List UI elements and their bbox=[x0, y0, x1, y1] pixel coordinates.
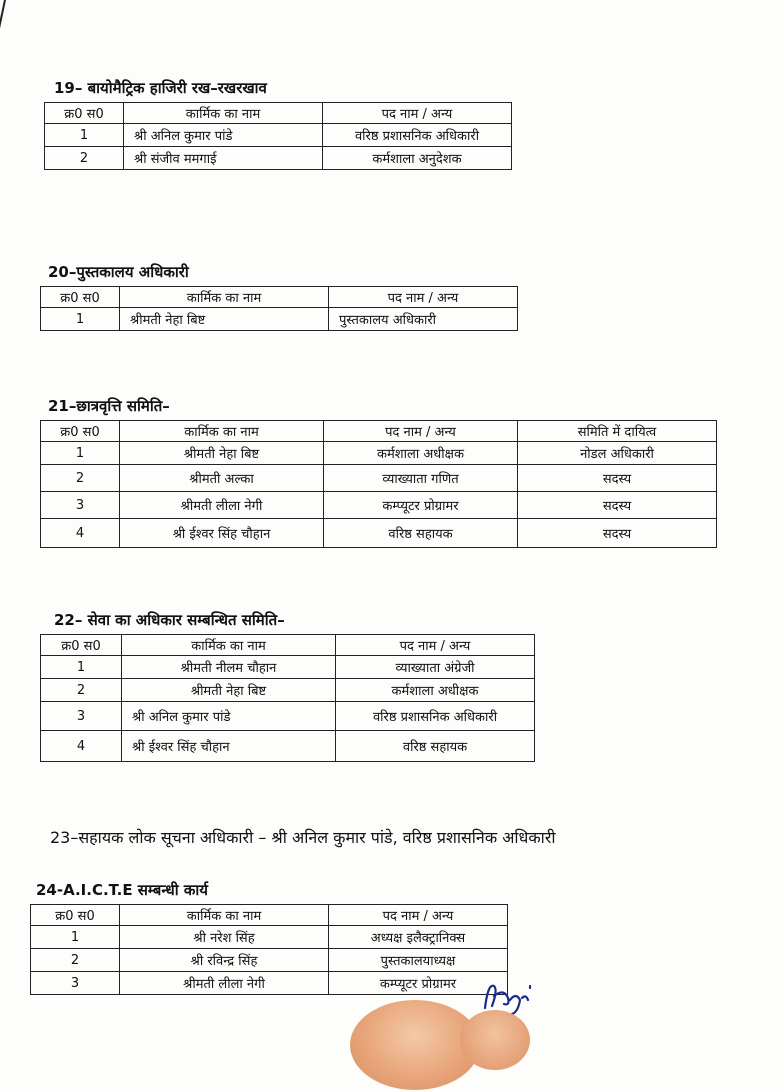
cell: श्री अनिल कुमार पांडे bbox=[122, 702, 336, 731]
col-header: क्र0 स0 bbox=[41, 287, 120, 308]
staff-table bbox=[44, 102, 512, 170]
col-header: पद नाम / अन्य bbox=[323, 103, 512, 124]
section-title: 24-A.I.C.T.E सम्बन्धी कार्य bbox=[36, 881, 208, 899]
cell: श्रीमती नेहा बिष्ट bbox=[122, 679, 336, 702]
cell: 2 bbox=[45, 147, 124, 170]
col-header: क्र0 स0 bbox=[45, 103, 124, 124]
section-title: 19– बायोमैट्रिक हाजिरी रख–रखरखाव bbox=[54, 79, 267, 97]
col-header: कार्मिक का नाम bbox=[120, 905, 329, 926]
cell: श्री अनिल कुमार पांडे bbox=[124, 124, 323, 147]
cell: श्रीमती नेहा बिष्ट bbox=[120, 308, 329, 331]
col-header: कार्मिक का नाम bbox=[120, 421, 324, 442]
table-row bbox=[41, 731, 535, 762]
cell: 4 bbox=[41, 731, 122, 762]
cell: 2 bbox=[31, 949, 120, 972]
staff-table bbox=[40, 286, 518, 331]
cell: वरिष्ठ प्रशासनिक अधिकारी bbox=[336, 702, 535, 731]
cell: अध्यक्ष इलैक्ट्रानिक्स bbox=[329, 926, 508, 949]
col-header: पद नाम / अन्य bbox=[329, 287, 518, 308]
cell: कम्प्यूटर प्रोग्रामर bbox=[324, 492, 518, 519]
cell: श्री रविन्द्र सिंह bbox=[120, 949, 329, 972]
cell: 4 bbox=[41, 519, 120, 548]
cell: श्री ईश्वर सिंह चौहान bbox=[120, 519, 324, 548]
section-title: 21–छात्रवृत्ति समिति– bbox=[48, 397, 170, 415]
table-header-row bbox=[41, 287, 518, 308]
cell: कम्प्यूटर प्रोग्रामर bbox=[329, 972, 508, 995]
section-title: 22– सेवा का अधिकार सम्बन्धित समिति– bbox=[54, 611, 285, 629]
cell: 2 bbox=[41, 679, 122, 702]
cell: 3 bbox=[41, 492, 120, 519]
col-header: पद नाम / अन्य bbox=[336, 635, 535, 656]
page-edge-mark bbox=[0, 0, 6, 54]
col-header: क्र0 स0 bbox=[41, 421, 120, 442]
cell: श्रीमती नीलम चौहान bbox=[122, 656, 336, 679]
table-header-row bbox=[41, 421, 717, 442]
col-header: पद नाम / अन्य bbox=[324, 421, 518, 442]
col-header: पद नाम / अन्य bbox=[329, 905, 508, 926]
table-row bbox=[41, 492, 717, 519]
table-row bbox=[41, 308, 518, 331]
cell: 1 bbox=[45, 124, 124, 147]
cell: 1 bbox=[41, 656, 122, 679]
cell: व्याख्याता अंग्रेजी bbox=[336, 656, 535, 679]
cell: सदस्य bbox=[518, 519, 717, 548]
table-row bbox=[41, 442, 717, 465]
section-19 bbox=[44, 78, 512, 170]
cell: 1 bbox=[41, 442, 120, 465]
cell: श्री नरेश सिंह bbox=[120, 926, 329, 949]
staff-table bbox=[30, 904, 508, 995]
section-24 bbox=[30, 880, 508, 995]
table-row bbox=[31, 972, 508, 995]
cell: 3 bbox=[41, 702, 122, 731]
section-21 bbox=[40, 396, 717, 548]
cell: 2 bbox=[41, 465, 120, 492]
table-row bbox=[41, 679, 535, 702]
table-header-row bbox=[41, 635, 535, 656]
cell: सदस्य bbox=[518, 492, 717, 519]
col-header: समिति में दायित्व bbox=[518, 421, 717, 442]
finger-photo bbox=[460, 1010, 530, 1070]
table-header-row bbox=[45, 103, 512, 124]
cell: कर्मशाला अधीक्षक bbox=[336, 679, 535, 702]
table-row bbox=[41, 465, 717, 492]
cell: पुस्तकालय अधिकारी bbox=[329, 308, 518, 331]
col-header: क्र0 स0 bbox=[41, 635, 122, 656]
cell: वरिष्ठ सहायक bbox=[324, 519, 518, 548]
cell: कर्मशाला अनुदेशक bbox=[323, 147, 512, 170]
line-23-text: 23–सहायक लोक सूचना अधिकारी – श्री अनिल कुमार पांडे, वरिष्ठ प्रशासनिक अधिकारी bbox=[50, 828, 556, 847]
table-row bbox=[45, 147, 512, 170]
cell: सदस्य bbox=[518, 465, 717, 492]
section-22 bbox=[40, 610, 535, 762]
table-row bbox=[41, 702, 535, 731]
section-20 bbox=[40, 262, 518, 331]
table-row bbox=[41, 656, 535, 679]
section-title: 20–पुस्तकालय अधिकारी bbox=[48, 263, 189, 281]
cell: नोडल अधिकारी bbox=[518, 442, 717, 465]
cell: श्री संजीव ममगाई bbox=[124, 147, 323, 170]
col-header: कार्मिक का नाम bbox=[124, 103, 323, 124]
cell: श्रीमती लीला नेगी bbox=[120, 492, 324, 519]
cell: व्याख्याता गणित bbox=[324, 465, 518, 492]
table-header-row bbox=[31, 905, 508, 926]
table-row bbox=[45, 124, 512, 147]
cell: पुस्तकालयाध्यक्ष bbox=[329, 949, 508, 972]
cell: श्रीमती लीला नेगी bbox=[120, 972, 329, 995]
cell: कर्मशाला अधीक्षक bbox=[324, 442, 518, 465]
table-row bbox=[31, 949, 508, 972]
cell: श्रीमती नेहा बिष्ट bbox=[120, 442, 324, 465]
cell: 3 bbox=[31, 972, 120, 995]
cell: श्रीमती अल्का bbox=[120, 465, 324, 492]
table-row bbox=[41, 519, 717, 548]
staff-table bbox=[40, 420, 717, 548]
cell: श्री ईश्वर सिंह चौहान bbox=[122, 731, 336, 762]
cell: वरिष्ठ प्रशासनिक अधिकारी bbox=[323, 124, 512, 147]
col-header: कार्मिक का नाम bbox=[120, 287, 329, 308]
table-row bbox=[31, 926, 508, 949]
col-header: कार्मिक का नाम bbox=[122, 635, 336, 656]
cell: 1 bbox=[41, 308, 120, 331]
cell: 1 bbox=[31, 926, 120, 949]
cell: वरिष्ठ सहायक bbox=[336, 731, 535, 762]
staff-table bbox=[40, 634, 535, 762]
col-header: क्र0 स0 bbox=[31, 905, 120, 926]
